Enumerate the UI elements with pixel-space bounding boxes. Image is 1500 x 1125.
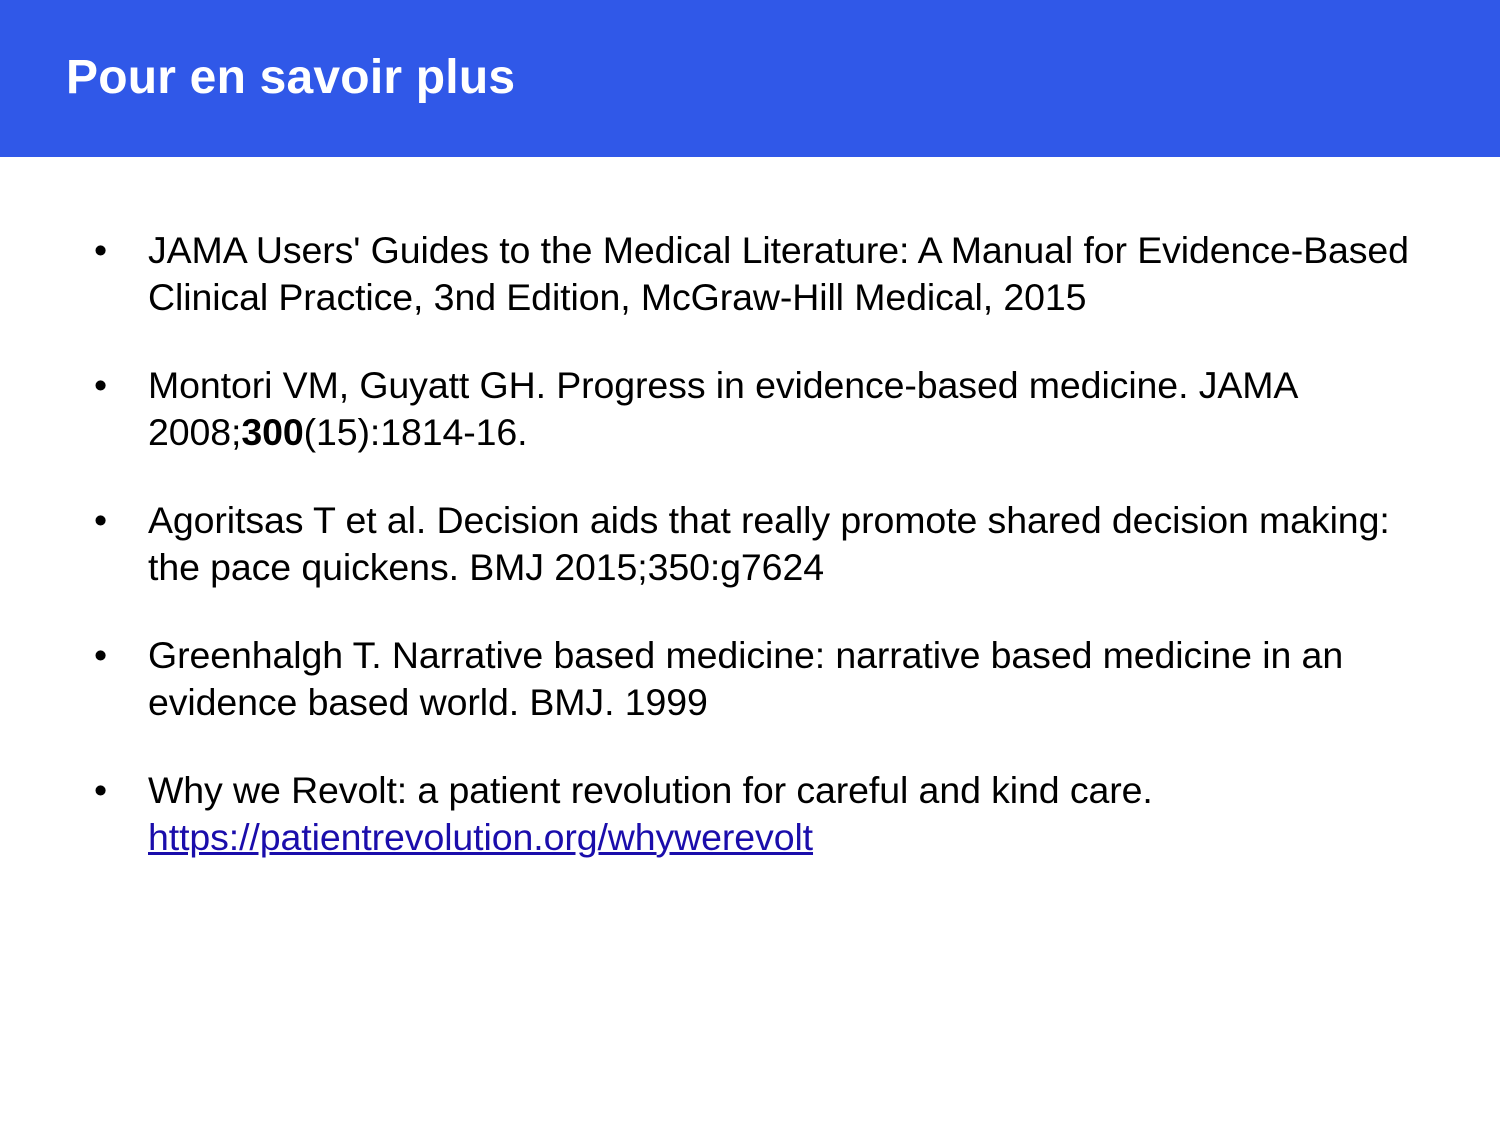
list-item-text xyxy=(148,229,1409,318)
reference-text: Agoritsas T et al. Decision aids that really promote shared decision making: the pace quickens. BMJ 2015;350:g7624 xyxy=(148,499,1390,588)
list-item xyxy=(86,632,1410,725)
bullet-dot-icon: • xyxy=(94,769,108,811)
list-item xyxy=(86,767,1410,860)
reference-text: JAMA Users' Guides to the Medical Literature: A Manual for Evidence-Based Clinical Practice, 3nd Edition, McGraw-Hill Medical, 2015 xyxy=(148,229,1409,318)
slide-content xyxy=(0,157,1500,860)
list-item-text xyxy=(148,364,1296,453)
title-bar xyxy=(0,0,1500,157)
bullet-dot-icon: • xyxy=(94,499,108,541)
list-item-text xyxy=(148,634,1343,723)
list-item-text xyxy=(148,769,1153,858)
bullet-dot-icon: • xyxy=(94,364,108,406)
list-item xyxy=(86,497,1410,590)
reference-list xyxy=(0,227,1500,860)
emphasis-text: 300 xyxy=(241,410,304,453)
bullet-dot-icon: • xyxy=(94,229,108,271)
list-item-text xyxy=(148,499,1390,588)
page-title: Pour en savoir plus xyxy=(66,51,516,105)
reference-link[interactable]: https://patientrevolution.org/whywerevolt xyxy=(148,815,814,858)
list-item xyxy=(86,227,1410,320)
list-item xyxy=(86,362,1410,455)
reference-text: Greenhalgh T. Narrative based medicine: narrative based medicine in an evidence based world. BMJ. 1999 xyxy=(148,634,1344,723)
reference-text: (15):1814-16. xyxy=(303,410,528,453)
reference-text: Why we Revolt: a patient revolution for careful and kind care. xyxy=(148,769,1153,811)
bullet-dot-icon: • xyxy=(94,634,108,676)
reference-text: Montori VM, Guyatt GH. Progress in evidence-based medicine. JAMA 2008; xyxy=(148,364,1297,453)
